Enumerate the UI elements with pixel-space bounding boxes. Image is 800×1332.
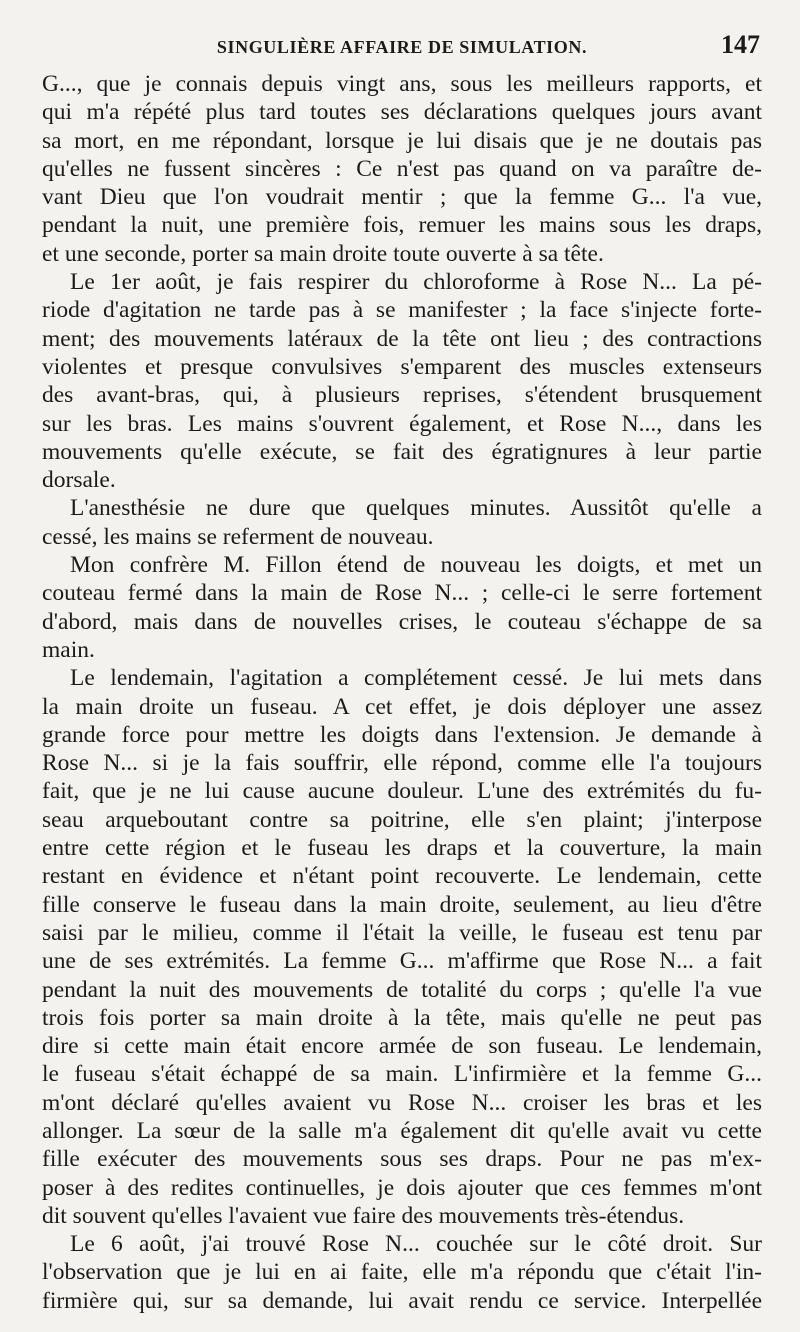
text-line: pendant la nuit des mouvements de totalité du corps ; qu'elle l'a vue [42, 976, 762, 1003]
text-line: main. [42, 636, 95, 663]
running-head [42, 30, 762, 70]
text-line: poser à des redites continuelles, je dois ajouter que ces femmes m'ont [42, 1174, 762, 1201]
paragraph [42, 1230, 762, 1315]
text-line: qui m'a répété plus tard toutes ses déclarations quelques jours avant [42, 99, 762, 126]
text-line: Mon confrère M. Fillon étend de nouveau les doigts, et met un [70, 552, 762, 579]
text-line: la main droite un fuseau. A cet effet, je dois déployer une assez [42, 693, 762, 720]
text-line: dorsale. [42, 467, 116, 494]
text-line: restant en évidence et n'étant point recouverte. Le lendemain, cette [42, 863, 762, 890]
paragraph [42, 70, 762, 268]
text-line: ment; des mouvements latéraux de la tête ont lieu ; des contractions [42, 325, 762, 352]
text-line: allonger. La sœur de la salle m'a également dit qu'elle avait vu cette [42, 1117, 762, 1144]
text-line: une de ses extrémités. La femme G... m'affirme que Rose N... a fait [42, 948, 762, 975]
text-line: cessé, les mains se referment de nouveau. [42, 523, 434, 550]
text-line: Le lendemain, l'agitation a complétement cessé. Je lui mets dans [70, 665, 762, 692]
text-line: firmière qui, sur sa demande, lui avait rendu ce service. Interpellée [42, 1287, 762, 1314]
page-number: 147 [721, 30, 760, 59]
text-line: d'abord, mais dans de nouvelles crises, le couteau s'échappe de sa [42, 608, 762, 635]
text-line: vant Dieu que l'on voudrait mentir ; que la femme G... l'a vue, [42, 184, 762, 211]
text-line: pendant la nuit, une première fois, remuer les mains sous les draps, [42, 212, 762, 239]
text-line: grande force pour mettre les doigts dans l'extension. Je demande à [42, 721, 762, 748]
text-line: trois fois porter sa main droite à la tête, mais qu'elle ne peut pas [42, 1004, 762, 1031]
body-text [42, 70, 762, 1315]
running-head-title: SINGULIÈRE AFFAIRE DE SIMULATION. [216, 37, 588, 57]
text-line: fille conserve le fuseau dans la main droite, seulement, au lieu d'être [42, 891, 762, 918]
text-line: Rose N... si je la fais souffrir, elle répond, comme elle l'a toujours [42, 750, 762, 777]
text-line: l'observation que je lui en ai faite, elle m'a répondu que c'était l'in- [42, 1259, 762, 1286]
text-line: seau arqueboutant contre sa poitrine, elle s'en plaint; j'interpose [42, 806, 762, 833]
text-line: couteau fermé dans la main de Rose N... ; celle-ci le serre fortement [42, 580, 762, 607]
paragraph [42, 494, 762, 551]
text-line: sur les bras. Les mains s'ouvrent également, et Rose N..., dans les [42, 410, 762, 437]
text-line: dit souvent qu'elles l'avaient vue faire des mouvements très-étendus. [42, 1202, 685, 1229]
text-line: dire si cette main était encore armée de son fuseau. Le lendemain, [42, 1033, 762, 1060]
text-line: Le 1er août, je fais respirer du chloroforme à Rose N... La pé- [70, 269, 762, 296]
text-line: fait, que je ne lui cause aucune douleur. L'une des extrémités du fu- [42, 778, 762, 805]
text-line: Le 6 août, j'ai trouvé Rose N... couchée sur le côté droit. Sur [70, 1231, 762, 1258]
text-line: entre cette région et le fuseau les draps et la couverture, la main [42, 835, 762, 862]
text-line: saisi par le milieu, comme il l'était la veille, le fuseau est tenu par [42, 919, 762, 946]
text-line: G..., que je connais depuis vingt ans, sous les meilleurs rapports, et [42, 71, 762, 97]
text-line: mouvements qu'elle exécute, se fait des égratignures à leur partie [42, 438, 762, 465]
text-line: fille exécuter des mouvements sous ses draps. Pour ne pas m'ex- [42, 1146, 762, 1173]
text-line: et une seconde, porter sa main droite toute ouverte à sa tête. [42, 240, 604, 267]
paragraph [42, 268, 762, 494]
text-line: violentes et presque convulsives s'emparent des muscles extenseurs [42, 353, 762, 380]
paragraph [42, 551, 762, 664]
text-line: m'ont déclaré qu'elles avaient vu Rose N... croiser les bras et les [42, 1089, 762, 1116]
paragraph [42, 664, 762, 1230]
text-line: sa mort, en me répondant, lorsque je lui disais que je ne doutais pas [42, 127, 762, 154]
text-line: qu'elles ne fussent sincères : Ce n'est pas quand on va paraître de- [42, 155, 762, 182]
text-line: le fuseau s'était échappé de sa main. L'infirmière et la femme G... [42, 1061, 762, 1088]
text-line: L'anesthésie ne dure que quelques minutes. Aussitôt qu'elle a [70, 495, 762, 522]
text-line: riode d'agitation ne tarde pas à se manifester ; la face s'injecte forte- [42, 297, 762, 324]
text-line: des avant-bras, qui, à plusieurs reprises, s'étendent brusquement [42, 382, 762, 409]
